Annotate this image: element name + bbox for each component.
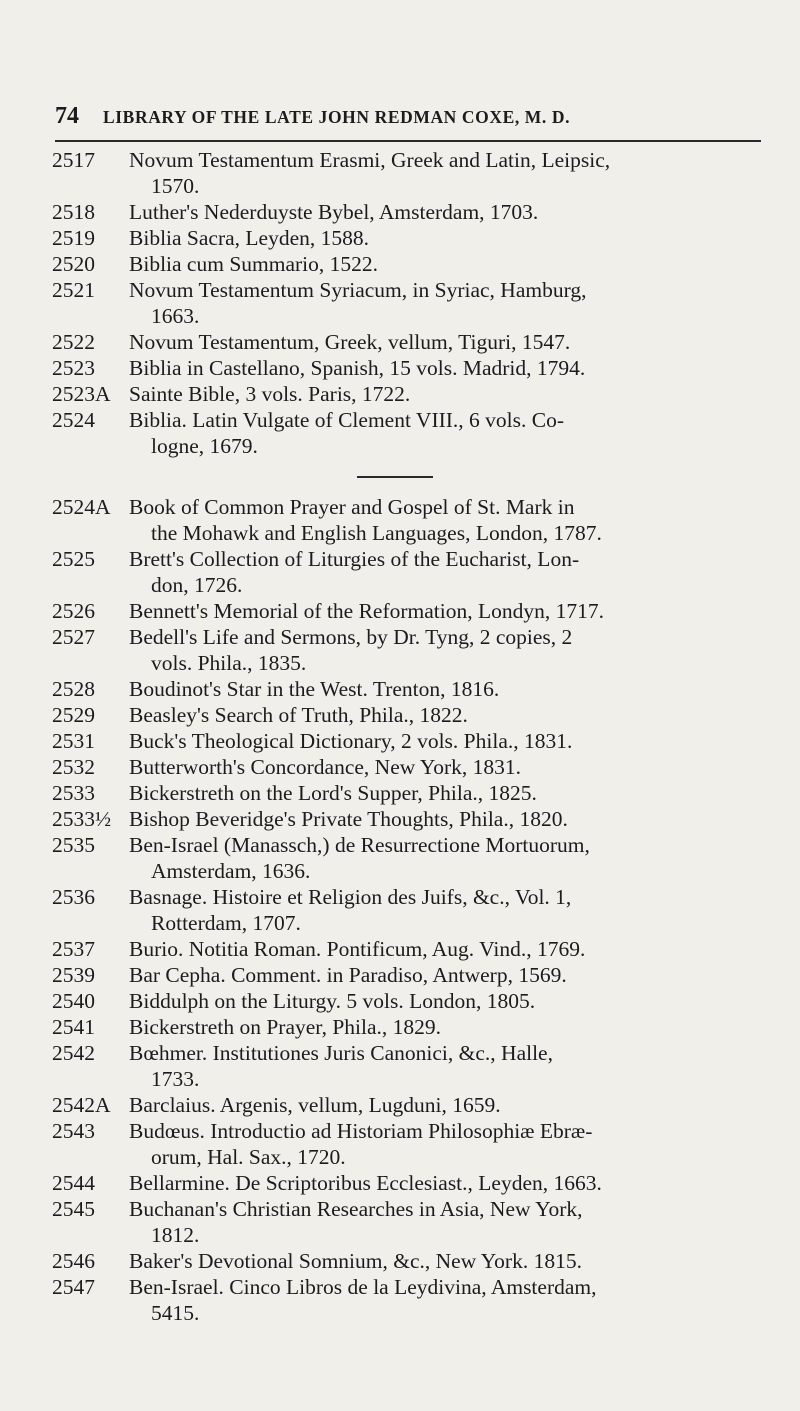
entry-first-line: Biblia. Latin Vulgate of Clement VIII., 6 vols. Co-	[129, 408, 565, 432]
header-rule	[55, 140, 761, 142]
page-number: 74	[55, 103, 79, 129]
entry-number: 2540	[52, 989, 95, 1013]
entry-first-line: Buck's Theological Dictionary, 2 vols. Phila., 1831.	[129, 729, 573, 753]
list-item	[52, 832, 767, 884]
entry-text	[129, 277, 767, 329]
entry-first-line: Novum Testamentum Syriacum, in Syriac, Hamburg,	[129, 278, 587, 302]
entry-first-line: Barclaius. Argenis, vellum, Lugduni, 1659.	[129, 1093, 501, 1117]
entry-continuation: orum, Hal. Sax., 1720.	[151, 1145, 346, 1169]
entry-text	[129, 1274, 767, 1326]
list-item	[52, 702, 767, 728]
entry-number: 2527	[52, 625, 95, 649]
entry-continuation: 1733.	[151, 1067, 200, 1091]
entry-first-line: Biddulph on the Liturgy. 5 vols. London, 1805.	[129, 989, 536, 1013]
entry-text	[129, 494, 767, 546]
entry-first-line: Ben-Israel (Manassch,) de Resurrectione Mortuorum,	[129, 833, 590, 857]
entry-number: 2535	[52, 833, 95, 857]
list-item	[52, 277, 767, 329]
entry-text	[129, 147, 767, 199]
entry-text	[129, 251, 767, 277]
entry-text	[129, 962, 767, 988]
entry-continuation: Amsterdam, 1636.	[151, 859, 311, 883]
entry-number: 2522	[52, 330, 95, 354]
list-item	[52, 1248, 767, 1274]
list-item	[52, 676, 767, 702]
entry-continuation: don, 1726.	[151, 573, 243, 597]
entry-number: 2518	[52, 200, 95, 224]
entry-number: 2546	[52, 1249, 95, 1273]
entry-text	[129, 988, 767, 1014]
entry-first-line: Basnage. Histoire et Religion des Juifs, &c., Vol. 1,	[129, 885, 572, 909]
entry-number: 2524A	[52, 495, 111, 519]
entry-number: 2543	[52, 1119, 95, 1143]
section-divider	[357, 476, 433, 478]
entry-number: 2532	[52, 755, 95, 779]
entry-first-line: Brett's Collection of Liturgies of the Eucharist, Lon-	[129, 547, 580, 571]
entry-text	[129, 676, 767, 702]
entry-number: 2545	[52, 1197, 95, 1221]
entry-text	[129, 225, 767, 251]
entry-first-line: Ben-Israel. Cinco Libros de la Leydivina, Amsterdam,	[129, 1275, 597, 1299]
entry-number: 2523	[52, 356, 95, 380]
entry-text	[129, 1248, 767, 1274]
entry-continuation: the Mohawk and English Languages, London, 1787.	[151, 521, 602, 545]
entry-continuation: vols. Phila., 1835.	[151, 651, 307, 675]
entry-first-line: Book of Common Prayer and Gospel of St. Mark in	[129, 495, 575, 519]
entry-first-line: Buchanan's Christian Researches in Asia, New York,	[129, 1197, 583, 1221]
list-item	[52, 251, 767, 277]
entry-continuation: 1570.	[151, 174, 200, 198]
entry-first-line: Bellarmine. De Scriptoribus Ecclesiast., Leyden, 1663.	[129, 1171, 602, 1195]
entry-text	[129, 1040, 767, 1092]
entry-first-line: Bickerstreth on the Lord's Supper, Phila., 1825.	[129, 781, 537, 805]
entry-first-line: Bickerstreth on Prayer, Phila., 1829.	[129, 1015, 442, 1039]
entry-first-line: Biblia cum Summario, 1522.	[129, 252, 379, 276]
entry-text	[129, 884, 767, 936]
entry-first-line: Sainte Bible, 3 vols. Paris, 1722.	[129, 382, 411, 406]
entry-first-line: Beasley's Search of Truth, Phila., 1822.	[129, 703, 468, 727]
entry-text	[129, 780, 767, 806]
entry-text	[129, 624, 767, 676]
entry-first-line: Burio. Notitia Roman. Pontificum, Aug. Vind., 1769.	[129, 937, 586, 961]
list-item	[52, 329, 767, 355]
entry-first-line: Budœus. Introductio ad Historiam Philosophiæ Ebræ-	[129, 1119, 593, 1143]
entry-number: 2525	[52, 547, 95, 571]
entry-first-line: Biblia Sacra, Leyden, 1588.	[129, 226, 370, 250]
entry-first-line: Biblia in Castellano, Spanish, 15 vols. Madrid, 1794.	[129, 356, 586, 380]
list-item	[52, 546, 767, 598]
entry-number: 2528	[52, 677, 95, 701]
list-item	[52, 1196, 767, 1248]
entry-first-line: Bœhmer. Institutiones Juris Canonici, &c., Halle,	[129, 1041, 553, 1065]
entry-text	[129, 806, 767, 832]
entry-continuation: logne, 1679.	[151, 434, 258, 458]
entry-continuation: Rotterdam, 1707.	[151, 911, 301, 935]
catalogue-group-bibles	[52, 147, 767, 459]
list-item	[52, 355, 767, 381]
list-item	[52, 598, 767, 624]
entry-text	[129, 329, 767, 355]
entry-continuation: 5415.	[151, 1301, 200, 1325]
entry-text	[129, 1092, 767, 1118]
list-item	[52, 494, 767, 546]
entry-text	[129, 199, 767, 225]
entry-number: 2537	[52, 937, 95, 961]
entry-first-line: Novum Testamentum, Greek, vellum, Tiguri, 1547.	[129, 330, 571, 354]
entry-first-line: Novum Testamentum Erasmi, Greek and Latin, Leipsic,	[129, 148, 611, 172]
entry-text	[129, 728, 767, 754]
entry-text	[129, 407, 767, 459]
list-item	[52, 1170, 767, 1196]
entry-text	[129, 1196, 767, 1248]
entry-number: 2544	[52, 1171, 95, 1195]
entry-number: 2542	[52, 1041, 95, 1065]
entry-number: 2533	[52, 781, 95, 805]
catalogue-group-liturgy	[52, 494, 767, 1326]
list-item	[52, 936, 767, 962]
entry-number: 2526	[52, 599, 95, 623]
list-item	[52, 381, 767, 407]
entry-first-line: Bennett's Memorial of the Reformation, Londyn, 1717.	[129, 599, 604, 623]
list-item	[52, 806, 767, 832]
entry-number: 2523A	[52, 382, 111, 406]
list-item	[52, 754, 767, 780]
list-item	[52, 147, 767, 199]
catalogue-list	[52, 147, 767, 1326]
entry-number: 2519	[52, 226, 95, 250]
entry-first-line: Boudinot's Star in the West. Trenton, 1816.	[129, 677, 500, 701]
entry-first-line: Bar Cepha. Comment. in Paradiso, Antwerp, 1569.	[129, 963, 567, 987]
entry-number: 2524	[52, 408, 95, 432]
entry-number: 2541	[52, 1015, 95, 1039]
entry-number: 2517	[52, 148, 95, 172]
entry-number: 2542A	[52, 1093, 111, 1117]
entry-text	[129, 936, 767, 962]
entry-text	[129, 754, 767, 780]
list-item	[52, 884, 767, 936]
entry-number: 2539	[52, 963, 95, 987]
list-item	[52, 225, 767, 251]
entry-continuation: 1663.	[151, 304, 200, 328]
list-item	[52, 1040, 767, 1092]
entry-number: 2520	[52, 252, 95, 276]
list-item	[52, 624, 767, 676]
entry-continuation: 1812.	[151, 1223, 200, 1247]
entry-number: 2536	[52, 885, 95, 909]
entry-text	[129, 832, 767, 884]
list-item	[52, 407, 767, 459]
entry-text	[129, 1118, 767, 1170]
entry-text	[129, 546, 767, 598]
entry-number: 2547	[52, 1275, 95, 1299]
running-head: LIBRARY OF THE LATE JOHN REDMAN COXE, M. D.	[103, 107, 571, 127]
entry-first-line: Butterworth's Concordance, New York, 1831.	[129, 755, 522, 779]
entry-text	[129, 598, 767, 624]
list-item	[52, 199, 767, 225]
entry-text	[129, 381, 767, 407]
entry-number: 2529	[52, 703, 95, 727]
entry-text	[129, 355, 767, 381]
entry-number: 2531	[52, 729, 95, 753]
list-item	[52, 1118, 767, 1170]
list-item	[52, 728, 767, 754]
list-item	[52, 780, 767, 806]
entry-number: 2533½	[52, 807, 112, 831]
list-item	[52, 1092, 767, 1118]
entry-text	[129, 702, 767, 728]
list-item	[52, 1274, 767, 1326]
page-header	[55, 103, 570, 130]
list-item	[52, 988, 767, 1014]
entry-first-line: Bedell's Life and Sermons, by Dr. Tyng, 2 copies, 2	[129, 625, 573, 649]
list-item	[52, 962, 767, 988]
entry-first-line: Luther's Nederduyste Bybel, Amsterdam, 1703.	[129, 200, 539, 224]
entry-first-line: Bishop Beveridge's Private Thoughts, Phila., 1820.	[129, 807, 568, 831]
entry-number: 2521	[52, 278, 95, 302]
entry-text	[129, 1014, 767, 1040]
entry-text	[129, 1170, 767, 1196]
list-item	[52, 1014, 767, 1040]
entry-first-line: Baker's Devotional Somnium, &c., New York. 1815.	[129, 1249, 582, 1273]
